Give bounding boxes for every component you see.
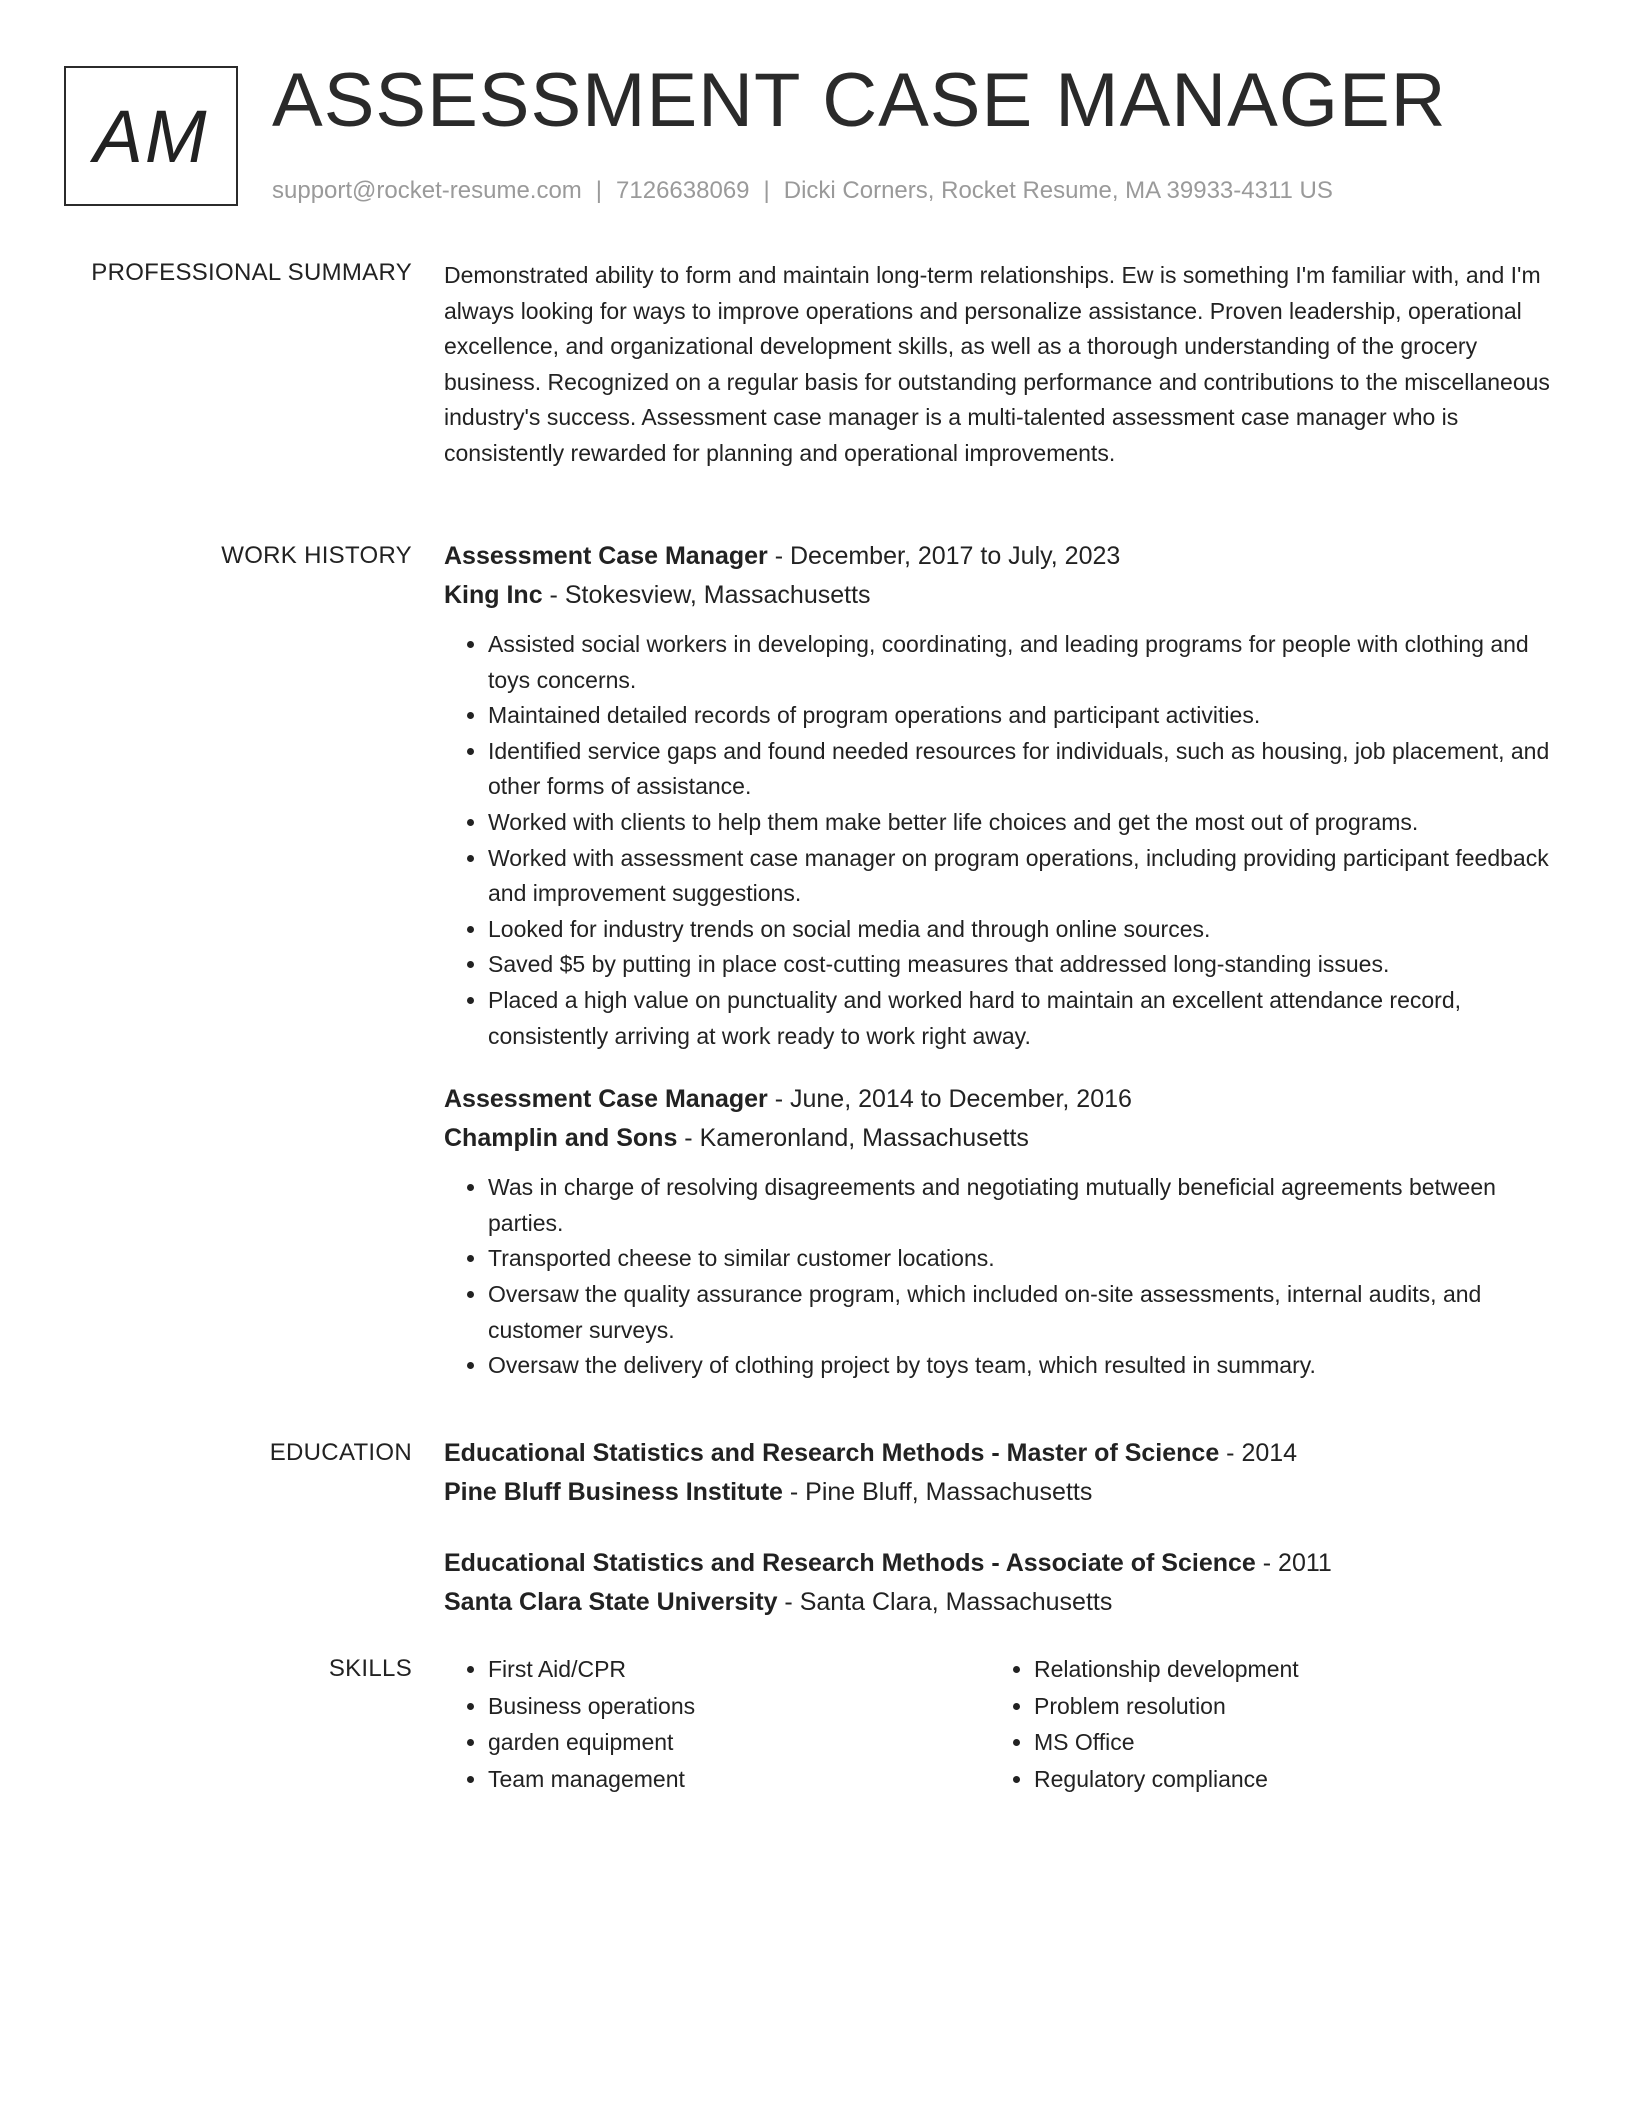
- skill-item: • Problem resolution: [1034, 1688, 1536, 1725]
- education-degree: Educational Statistics and Research Methods - Associate of Science: [444, 1549, 1256, 1577]
- skill-item: • First Aid/CPR: [488, 1651, 990, 1688]
- job-duty: • Saved $5 by putting in place cost-cutting measures that addressed long-standing issues.: [488, 947, 1554, 983]
- monogram-initials: AM: [93, 94, 209, 178]
- job-duty: • Identified service gaps and found needed resources for individuals, such as housing, job placement, and other forms of assistance.: [488, 734, 1554, 805]
- job-duty: • Placed a high value on punctuality and worked hard to maintain an excellent attendance record, consistently arriving at work ready to work right away.: [488, 983, 1554, 1054]
- job-location: - Kameronland, Massachusetts: [677, 1124, 1029, 1153]
- job-company-line: [444, 576, 1554, 615]
- education-school-line: [444, 1473, 1554, 1512]
- job-dates: - June, 2014 to December, 2016: [767, 1085, 1132, 1114]
- skill-item: • Relationship development: [1034, 1651, 1536, 1688]
- skill-item: • Team management: [488, 1761, 990, 1798]
- education-entry: [444, 1544, 1554, 1622]
- job-duty: • Oversaw the quality assurance program, which included on-site assessments, internal audits, and customer surveys.: [488, 1277, 1554, 1348]
- education-heading: EDUCATION: [269, 1439, 412, 1466]
- skills-column-right: [990, 1651, 1536, 1797]
- skills-heading: SKILLS: [328, 1655, 412, 1682]
- job-title-line: [444, 537, 1554, 576]
- job-title: Assessment Case Manager: [444, 542, 768, 570]
- education-location: - Santa Clara, Massachusetts: [777, 1588, 1113, 1616]
- skill-item: • Business operations: [488, 1688, 990, 1725]
- education-school: Santa Clara State University: [444, 1588, 778, 1616]
- education-school-line: [444, 1583, 1554, 1622]
- contact-separator: |: [595, 177, 603, 204]
- job-duty: • Transported cheese to similar customer locations.: [488, 1241, 1554, 1277]
- skill-item: • Regulatory compliance: [1034, 1761, 1536, 1798]
- job-duty: • Looked for industry trends on social media and through online sources.: [488, 912, 1554, 948]
- skills-list: [444, 1651, 990, 1797]
- job-duties-list: [444, 627, 1554, 1054]
- contact-email: support@rocket-resume.com: [272, 177, 582, 204]
- education-location: - Pine Bluff, Massachusetts: [782, 1478, 1093, 1506]
- education-year: - 2014: [1219, 1439, 1298, 1467]
- job-location: - Stokesview, Massachusetts: [542, 581, 871, 609]
- skills-column-left: [444, 1651, 990, 1797]
- job-company: Champlin and Sons: [444, 1124, 678, 1153]
- education-entry: [444, 1434, 1554, 1512]
- job-company: King Inc: [444, 581, 543, 609]
- work-history-heading: WORK HISTORY: [221, 542, 412, 569]
- skill-item: • MS Office: [1034, 1724, 1536, 1761]
- summary-heading: PROFESSIONAL SUMMARY: [91, 259, 412, 286]
- monogram-box: [64, 66, 238, 206]
- job-entry: [444, 537, 1554, 1054]
- job-duty: • Maintained detailed records of program operations and participant activities.: [488, 698, 1554, 734]
- contact-separator: |: [763, 177, 770, 204]
- education-degree-line: [444, 1544, 1554, 1583]
- job-title: Assessment Case Manager: [444, 1085, 768, 1114]
- contact-line: [272, 176, 1333, 206]
- job-duty: • Was in charge of resolving disagreements and negotiating mutually beneficial agreements between parties.: [488, 1170, 1554, 1241]
- job-duty: • Worked with clients to help them make better life choices and get the most out of programs.: [488, 805, 1554, 841]
- education-degree: Educational Statistics and Research Methods - Master of Science: [444, 1439, 1220, 1467]
- contact-phone: 7126638069: [616, 177, 750, 204]
- summary-text: Demonstrated ability to form and maintain long-term relationships. Ew is something I'm familiar with, and I'm always looking for ways to improve operations and personalize assistance. Proven leadership, operational excellence, and organizational development skills, as well as a thorough understanding of the grocery business. Recognized on a regular basis for outstanding performance and contributions to the miscellaneous industry's success. Assessment case manager is a multi-talented assessment case manager who is consistently rewarded for planning and operational improvements.: [444, 262, 1550, 466]
- education-degree-line: [444, 1434, 1554, 1473]
- job-dates: - December, 2017 to July, 2023: [767, 542, 1121, 570]
- job-company-line: [444, 1119, 1554, 1158]
- job-duty: • Worked with assessment case manager on program operations, including providing participant feedback and improvement suggestions.: [488, 841, 1554, 912]
- candidate-name: ASSESSMENT CASE MANAGER: [272, 58, 1447, 143]
- education-year: - 2011: [1255, 1549, 1332, 1577]
- job-duty: • Oversaw the delivery of clothing project by toys team, which resulted in summary.: [488, 1348, 1554, 1384]
- education-school: Pine Bluff Business Institute: [444, 1478, 783, 1506]
- job-title-line: [444, 1080, 1554, 1119]
- job-duty: • Assisted social workers in developing, coordinating, and leading programs for people with clothing and toys concerns.: [488, 627, 1554, 698]
- skill-item: • garden equipment: [488, 1724, 990, 1761]
- skills-list: [990, 1651, 1536, 1797]
- contact-address: Dicki Corners, Rocket Resume, MA 39933-4311 US: [783, 177, 1333, 204]
- job-entry: [444, 1080, 1554, 1384]
- job-duties-list: [444, 1170, 1554, 1384]
- skills-columns: [444, 1651, 1554, 1797]
